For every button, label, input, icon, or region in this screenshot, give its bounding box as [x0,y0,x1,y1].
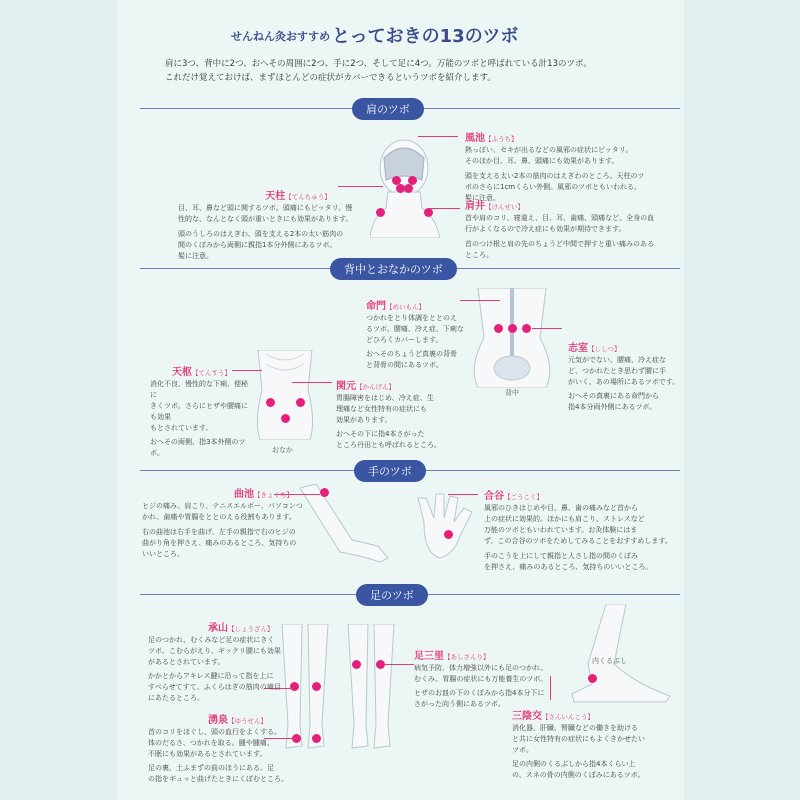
shouzan-reading: 【しょうざん】 [228,625,274,633]
yusen-point-dot [312,734,321,743]
kensei-reading: 【けんせい】 [485,203,524,211]
goukoku-desc-4: ず、この合谷のツボをためしてみることをおすすめします。 [484,537,672,545]
tensu-loc-1: おへその両側、指3本外側のツボ。 [150,438,246,457]
section-label-hand: 手のツボ [354,460,426,482]
kangen-loc-1: おへその下に指4本さがった [336,430,425,438]
head-illustration [370,128,440,238]
saninko-name: 三陰交 [512,711,542,722]
saninko-loc-2: の、スネの骨の内側のくぼみにあるツボ。 [512,771,645,779]
section-label-back: 背中とおなかのツボ [330,258,457,280]
shouzan-loc-3: にあたるところ。 [148,694,204,702]
kangen-block [336,374,456,451]
fuchi-desc-1: 熱っぽい、セキが出るなどの風邪の症状にピッタリ。 [465,146,633,154]
shishitsu-desc-3: がいく、あの場所にあるツボです。 [568,378,680,386]
fuchi-loc-2: ボのさらに1cmくらい外側。風邪のツボともいわれる。 [465,183,641,191]
fuchi-desc-2: そのほか目、耳、鼻、頭痛にも効果があります。 [465,157,619,165]
kangen-reading: 【かんげん】 [356,383,395,391]
kensei-point-dot [424,208,433,217]
section-label-shoulder: 肩のツボ [352,98,424,120]
shishitsu-reading: 【ししつ】 [588,345,621,353]
goukoku-point-dot [444,530,453,539]
leader-line [418,136,458,137]
shishitsu-point-dot [522,324,531,333]
yusen-reading: 【ゆうせん】 [228,717,267,725]
back-caption: 背中 [505,389,519,397]
shouzan-desc-1: 足のつかれ、むくみなど足の症状にきく [148,636,275,644]
fuchi-block [465,126,685,204]
ashisanri-desc-2: むくみ、胃腸の症状にも万能養生のツボ。 [414,675,548,683]
kangen-name: 関元 [336,381,356,392]
tensu-name: 天枢 [172,367,192,378]
kensei-loc-2: ところ。 [465,251,493,259]
kensei-loc-1: 首のつけ根と肩の先のちょうど中間で押すと重い痛みのある [465,240,654,248]
leader-line [448,494,478,495]
kangen-loc-2: ところ丹田とも呼ばれるところ。 [336,441,441,449]
yusen-loc-1: 足の裏、土ふまずの前のほうにある。足 [148,764,274,772]
kyokuchi-loc-2: 曲がり角を押さえ、痛みのあるところ、気持ちの [142,539,297,547]
leader-line [428,208,460,209]
saninko-desc-2: と共に女性特有の症状にもよくきかせたい [512,735,645,743]
shishitsu-loc-1: おへその真裏にある命門から [568,392,659,400]
shouzan-loc-1: かかとからアキレス腱に沿って指を上に [148,672,274,680]
shishitsu-desc-2: ど、つかれたとき思わず腰に手 [568,367,666,375]
shishitsu-desc-1: 元気がでない、腰痛、冷え症な [568,356,666,364]
kensei-desc-2: 行がよくなるので冷え症にも効果が期待できます。 [465,225,626,233]
kangen-point-dot [281,414,290,423]
ashisanri-name: 足三里 [414,651,444,662]
fuchi-loc-3: 髪に注意。 [465,194,500,202]
goukoku-loc-1: 手のこうを上にして親指と人さし指の間のくぼみ [484,552,638,560]
tensu-desc-2: きくツボ。さらにヒザや腰痛にも効果 [150,402,248,421]
tensu-reading: 【てんすう】 [192,369,231,377]
saninko-desc-3: ツボ。 [512,746,533,754]
kangen-desc-3: 効果があります。 [336,416,392,424]
tenchu-loc-2: 間のくぼみから両側に親指1本分外側にあるツボ。 [178,241,337,249]
page-title: とっておきの13のツボ [332,26,519,47]
tenchu-point-dot [404,184,413,193]
kyokuchi-reading: 【きょくち】 [254,491,293,499]
leader-line [550,676,551,700]
ashisanri-loc-1: ヒザのお皿の下のくぼみから指4本分下に [414,689,545,697]
hand-illustration [414,492,484,562]
meimon-block [366,294,476,371]
tensu-desc-1: 消化不良、慢性的な下痢、便秘に [150,380,248,399]
kyokuchi-point-dot [320,488,329,497]
goukoku-block [484,484,689,573]
shishitsu-name: 志室 [568,343,588,354]
fuchi-name: 風池 [465,133,485,144]
belly-illustration [250,350,320,440]
intro-text [165,57,665,85]
meimon-desc-1: つかれをとり体調をととのえ [366,314,457,322]
meimon-point-dot [508,324,517,333]
kangen-desc-1: 胃腸障害をはじめ、冷え症、生 [336,394,434,402]
goukoku-name: 合谷 [484,491,504,502]
tenchu-loc-1: 頭のうしろのはえぎわ、頭を支える2本の太い筋肉の [178,230,344,238]
tensu-point-dot [266,398,275,407]
kyokuchi-loc-1: 右の曲池は右手を曲げ、左手の親指で右のヒジの [142,528,296,536]
back-illustration [468,288,556,388]
meimon-name: 命門 [366,301,386,312]
tensu-point-dot [296,398,305,407]
tenchu-desc-2: 性的な、なんとなく頭が重いときにも効果があります。 [178,215,353,223]
goukoku-desc-1: 風邪のひきはじめや目、鼻、歯の痛みなど首から [484,504,638,512]
saninko-point-dot [588,674,597,683]
leader-line [384,664,414,665]
side-leg-illustration [566,604,676,704]
yusen-desc-2: 体のだるさ、つかれを取る。腫や腫痛、 [148,739,274,747]
shishitsu-loc-2: 指4本分両外側にあるツボ。 [568,403,657,411]
goukoku-desc-3: 万能のツボともいわれています。お灸体験にはま [484,526,638,534]
ashisanri-block [414,644,564,710]
meimon-loc-2: と背骨の間にあるツボ。 [366,361,443,369]
intro-line-2: これだけ覚えておけば、まずほとんどの症状がカバーできるというツボを紹介します。 [165,73,496,83]
ashisanri-point-dot [352,660,361,669]
meimon-reading: 【めいもん】 [386,303,425,311]
saninko-block [512,704,687,781]
kyokuchi-desc-2: かれ、歯痛や胃腸をととのえる役割もあります。 [142,513,296,521]
shouzan-name: 承山 [208,623,228,634]
ashisanri-loc-2: さがった向う側にあるツボ。 [414,700,505,708]
leader-line [292,382,332,383]
tenchu-block [178,184,378,262]
kensei-block [465,194,685,261]
tenchu-loc-3: 髪に注意。 [178,252,213,260]
belly-caption: おなか [272,446,293,454]
saninko-reading: 【さんいんこう】 [542,713,594,721]
shishitsu-block [568,336,688,413]
kangen-desc-2: 理痛など女性特有の症状にも [336,405,427,413]
goukoku-desc-2: 上の症状に効果的。ほかにも肩こり、ストレスなど [484,515,645,523]
tensu-desc-3: もとされています。 [150,424,213,432]
kyokuchi-desc-1: ヒジの痛み、肩こり、テニスエルボー、パソコンつ [142,502,303,510]
front-legs-illustration [346,624,396,754]
arm-illustration [300,484,390,570]
goukoku-loc-2: を押さえ、痛みのあるところ、気持ちのいいところ。 [484,563,653,571]
shouzan-block [148,616,288,704]
saninko-loc-1: 足の内側のくるぶしから指4本くらい上 [512,760,636,768]
yusen-block [148,708,288,785]
fuchi-reading: 【ふうち】 [485,135,518,143]
goukoku-reading: 【ごうこく】 [504,493,543,501]
tensu-block [150,360,250,459]
yusen-desc-3: 不眠にも効果があるとされています。 [148,750,267,758]
ankle-caption: 内くるぶし [592,657,627,665]
saninko-desc-1: 消化器、肝臓、腎臓などの働きを助ける [512,724,638,732]
shouzan-desc-2: ツボ。こむらがえり、ギックリ腰にも効果 [148,647,281,655]
meimon-desc-3: どひろくカバーします。 [366,336,443,344]
yusen-desc-1: 首のコリをほぐし、頭の血行をよくする。 [148,728,281,736]
tenchu-reading: 【てんちゅう】 [285,193,331,201]
kensei-desc-1: 首や肩のコリ、寝違え、目、耳、歯痛、頭痛など。全身の血 [465,214,655,222]
tenchu-desc-1: 目、耳、鼻など頭に関するツボ。頭痛にもピッタリ。慢 [178,204,353,212]
meimon-loc-1: おへそのちょうど真裏の背骨 [366,350,457,358]
meimon-desc-2: るツボ。腰痛、冷え症、下痢な [366,325,464,333]
kyokuchi-name: 曲池 [234,489,254,500]
shouzan-point-dot [290,682,299,691]
kyokuchi-block [142,482,312,560]
section-label-foot: 足のツボ [356,584,428,606]
fuchi-loc-1: 頭を支える太い2本の筋肉のはえぎわのところ。天柱のツ [465,172,645,180]
shouzan-desc-3: があるとされています。 [148,658,225,666]
shouzan-loc-2: すべらせてすて、ふくらはぎの筋肉の境目 [148,683,281,691]
ashisanri-desc-1: 病気予防、体力増強以外にも足のつかれ、 [414,664,548,672]
header-subtitle: せんねん灸おすすめ [231,30,331,43]
tenchu-name: 天柱 [265,191,286,202]
intro-line-1: 肩に3つ、背中に2つ、おへその周囲に2つ、手に2つ、そして足に4つ。万能のツボと呼ばれている計13のツボ。 [165,59,592,69]
kensei-name: 肩井 [465,201,485,212]
leader-line [532,328,562,329]
yusen-loc-2: の指をギュッと曲げたときにくぼむところ。 [148,775,288,783]
shishitsu-point-dot [494,324,503,333]
shouzan-point-dot [312,682,321,691]
kyokuchi-loc-3: いいところ。 [142,550,184,558]
ashisanri-reading: 【あしさんり】 [444,653,490,661]
yusen-name: 湧泉 [208,715,228,726]
